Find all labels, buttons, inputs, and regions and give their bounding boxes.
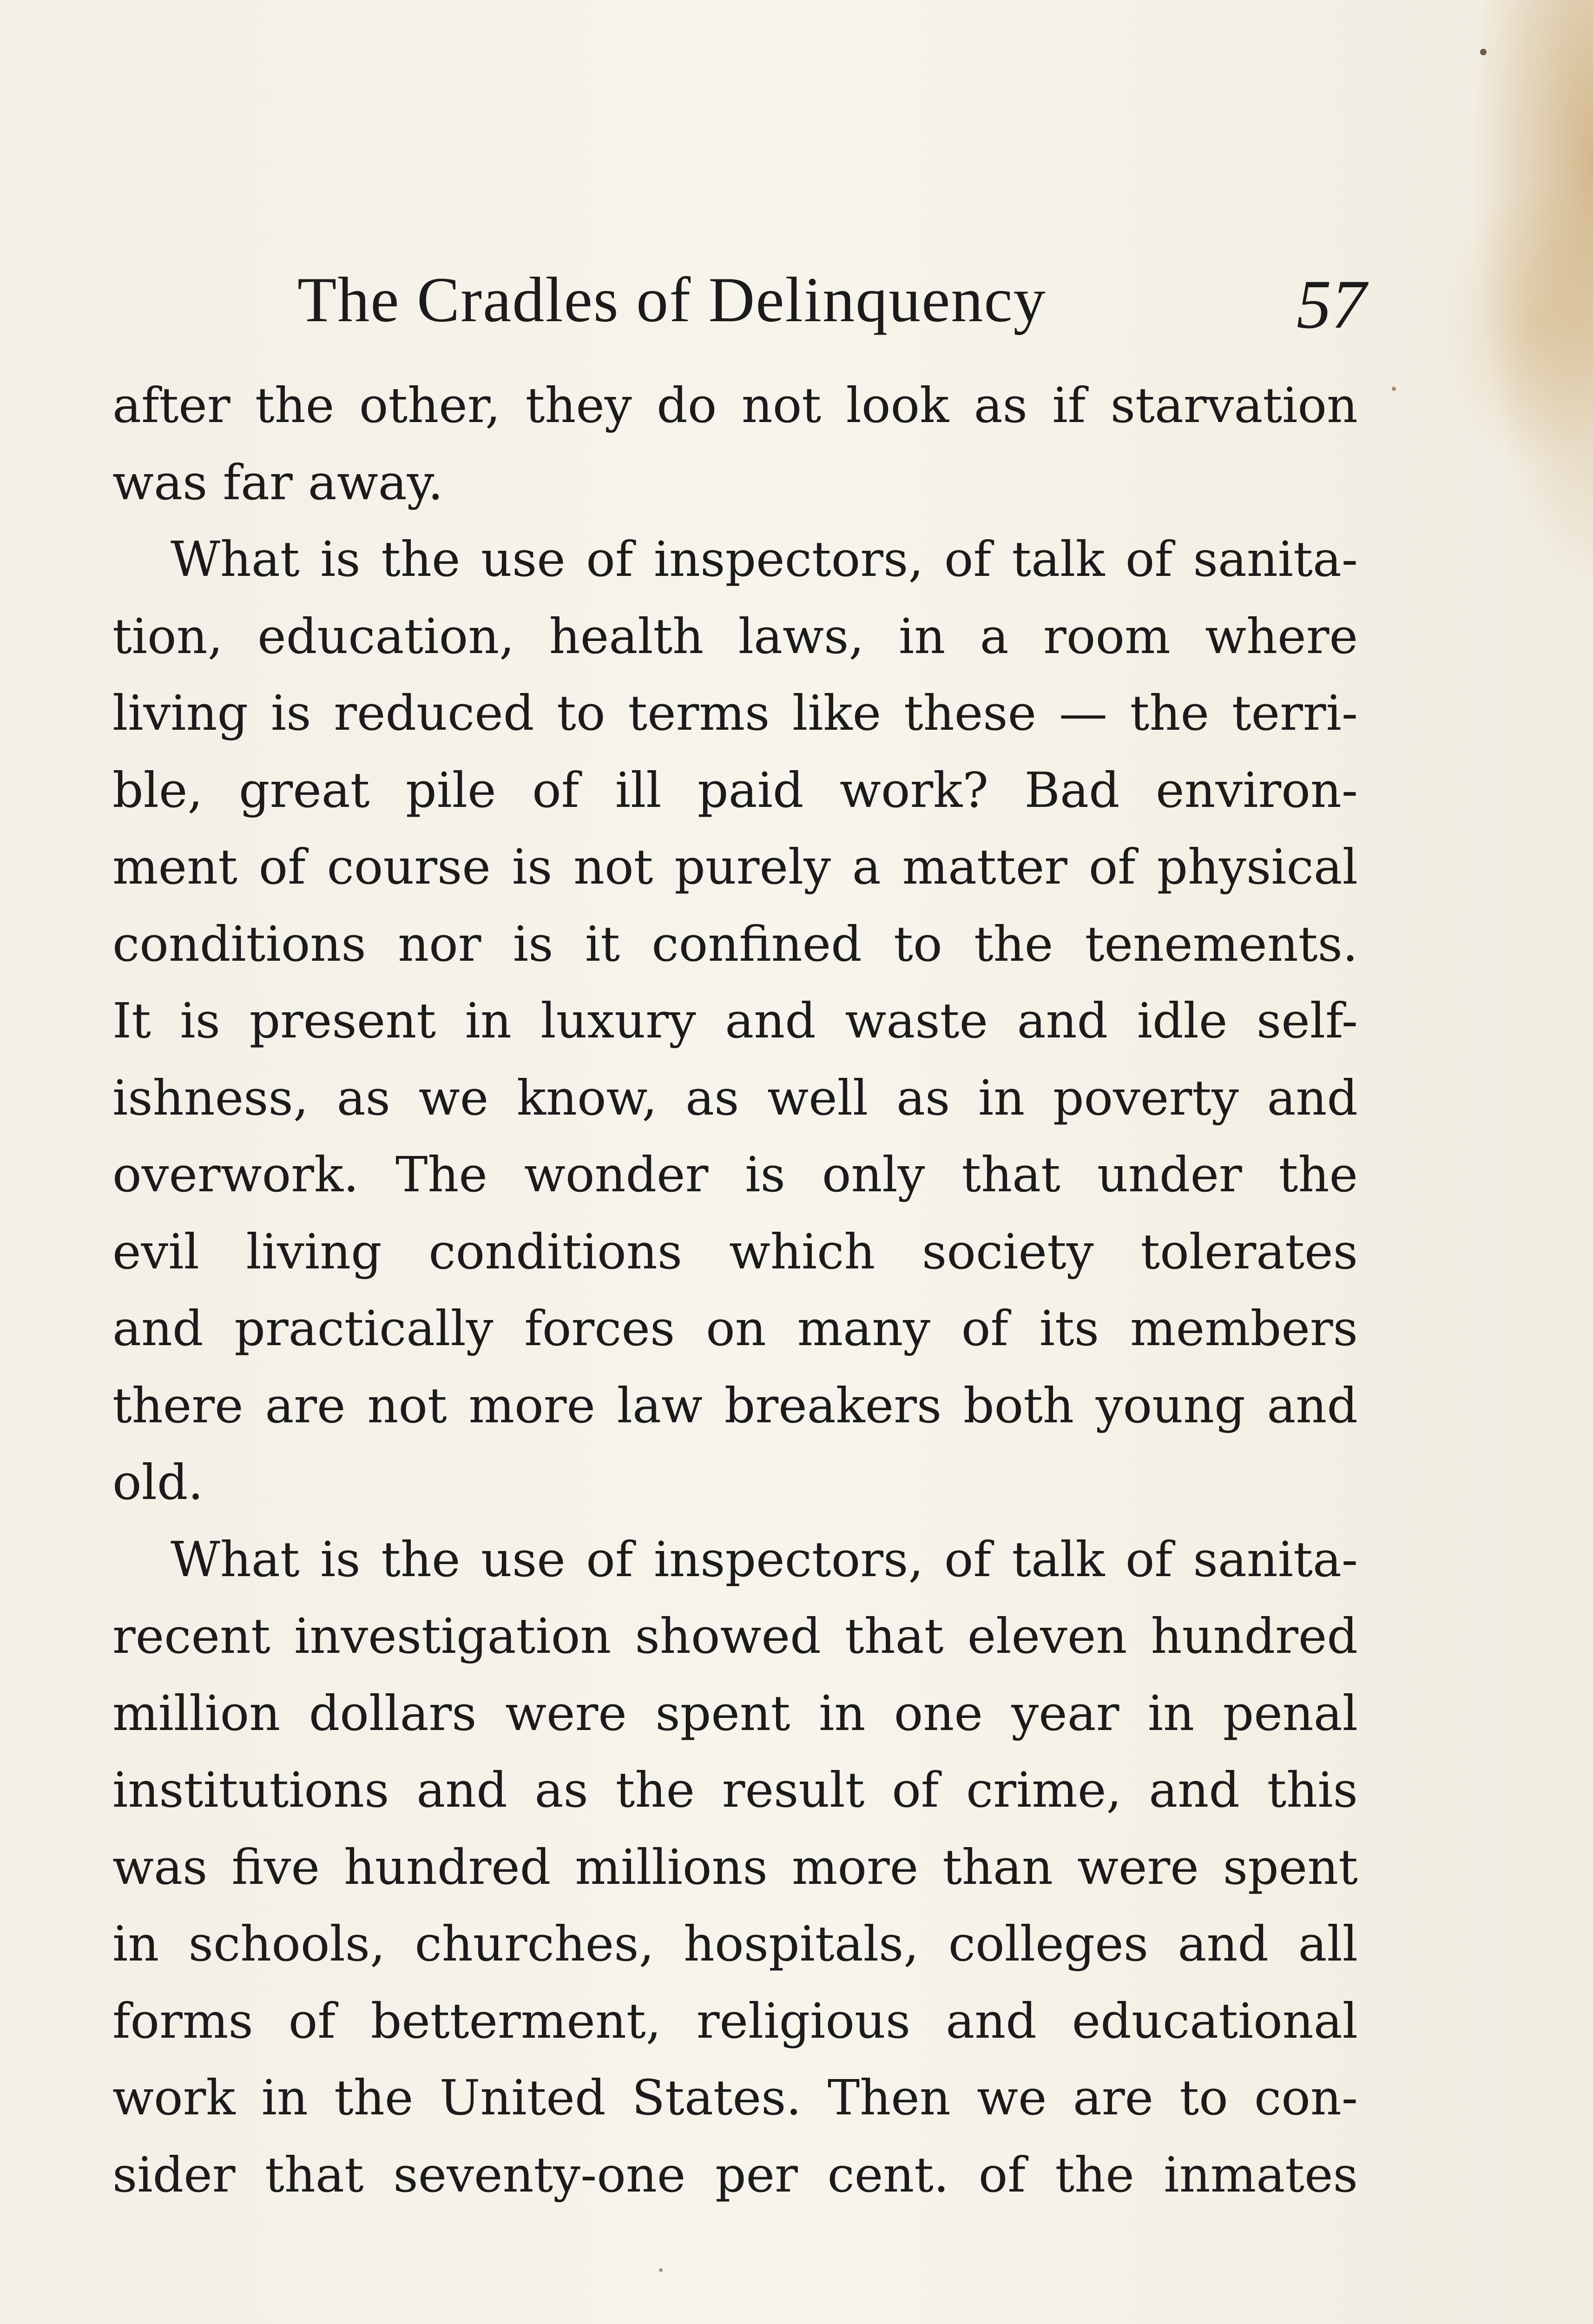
text-line: was far away. xyxy=(112,454,443,511)
text-line: there are not more law breakers both young and xyxy=(112,1377,1358,1434)
text-line: It is present in luxury and waste and idle self- xyxy=(112,992,1358,1049)
text-line: work in the United States. Then we are to con- xyxy=(112,2069,1358,2126)
running-title: The Cradles of Delinquency xyxy=(297,264,1047,335)
page-number: 57 xyxy=(1297,266,1366,343)
text-line: after the other, they do not look as if starvation xyxy=(112,377,1358,434)
body-text xyxy=(112,367,1358,2213)
text-line: in schools, churches, hospitals, colleges and all xyxy=(112,1915,1358,1972)
text-line: was five hundred millions more than were spent xyxy=(112,1838,1358,1895)
text-line: ishness, as we know, as well as in poverty and xyxy=(112,1069,1358,1126)
text-line: old. xyxy=(112,1454,204,1511)
text-line: tion, education, health laws, in a room where xyxy=(112,607,1358,665)
text-line: and practically forces on many of its members xyxy=(112,1300,1358,1357)
paper-speck xyxy=(1480,49,1487,55)
paper-speck xyxy=(659,2268,663,2272)
paper-speck xyxy=(1392,387,1396,391)
text-line: What is the use of inspectors, of talk of sanita- xyxy=(171,531,1358,588)
text-line: conditions nor is it confined to the tenements. xyxy=(112,915,1358,972)
text-line: ment of course is not purely a matter of physical xyxy=(112,838,1358,895)
text-line: ble, great pile of ill paid work? Bad environ- xyxy=(112,761,1358,819)
text-line: forms of betterment, religious and educational xyxy=(112,1992,1358,2049)
text-line: institutions and as the result of crime, and this xyxy=(112,1762,1358,1818)
text-line: evil living conditions which society tolerates xyxy=(112,1223,1358,1280)
text-line: overwork. The wonder is only that under the xyxy=(112,1146,1358,1203)
text-line: sider that seventy-one per cent. of the inmates xyxy=(112,2146,1358,2203)
text-line: living is reduced to terms like these — the terri- xyxy=(112,685,1358,741)
text-line: What is the use of inspectors, of talk of sanita- xyxy=(171,1531,1358,1588)
running-header xyxy=(297,253,1366,346)
text-line: million dollars were spent in one year in penal xyxy=(112,1684,1358,1742)
text-line: recent investigation showed that eleven hundred xyxy=(112,1608,1358,1664)
